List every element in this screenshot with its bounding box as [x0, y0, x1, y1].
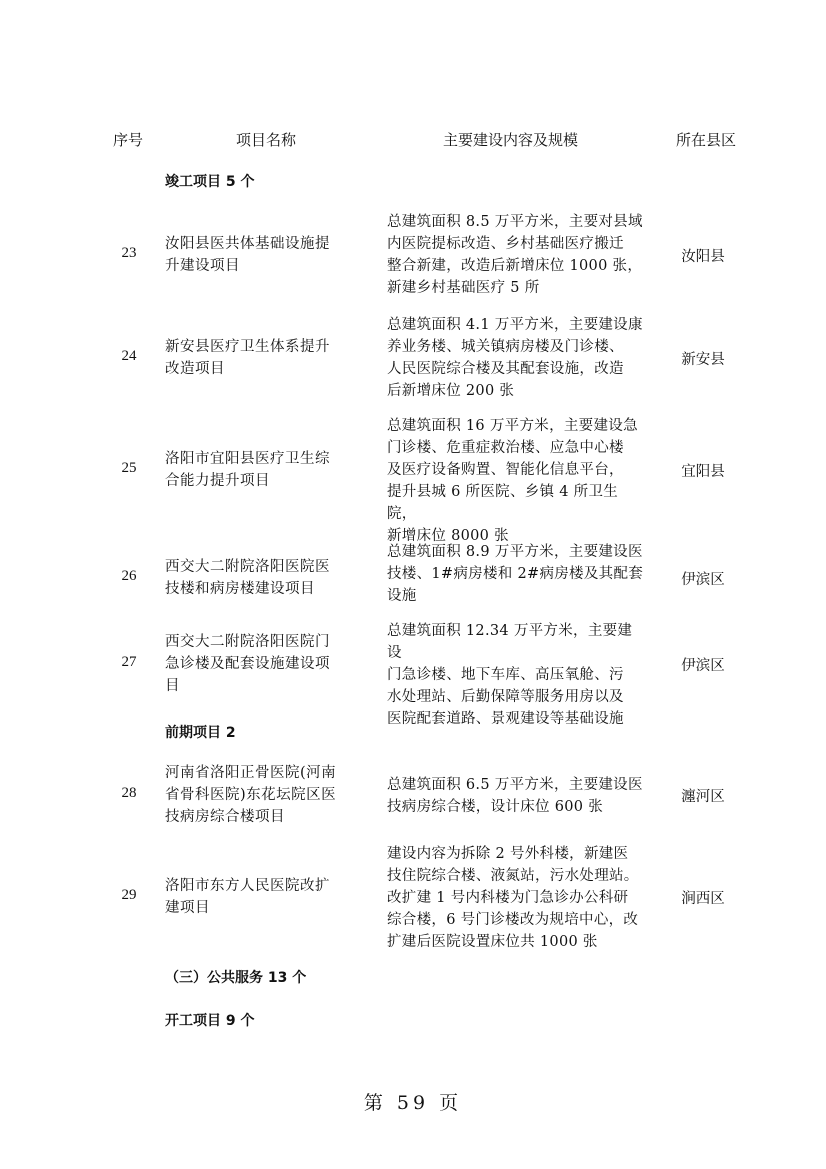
row-number: 25 [121, 460, 137, 476]
project-content: 总建筑面积 12.34 万平方米，主要建设 门急诊楼、地下车库、高压氧舱、污 水处理站、后勤保障等服务用房以及 医院配套道路、景观建设等基础设施 [387, 623, 633, 727]
project-name: 西交大二附院洛阳医院医 技楼和病房楼建设项目 [165, 559, 330, 597]
project-name: 河南省洛阳正骨医院(河南 省骨科医院)东花坛院区医 技病房综合楼项目 [165, 765, 337, 825]
section-public-services: （三）公共服务 13 个 [165, 970, 307, 986]
project-county: 瀍河区 [681, 789, 725, 805]
header-county: 所在县区 [676, 131, 737, 149]
row-number: 23 [121, 245, 137, 261]
row-number: 26 [121, 568, 137, 584]
section-preliminary-projects: 前期项目 2 [165, 725, 236, 741]
section-started-projects: 开工项目 9 个 [165, 1013, 255, 1029]
project-county: 伊滨区 [681, 658, 725, 674]
project-name: 汝阳县医共体基础设施提 升建设项目 [165, 236, 330, 274]
header-content-scale: 主要建设内容及规模 [443, 131, 579, 149]
project-name: 洛阳市宜阳县医疗卫生综 合能力提升项目 [165, 451, 330, 489]
project-county: 汝阳县 [681, 249, 725, 265]
project-name: 新安县医疗卫生体系提升 改造项目 [165, 339, 330, 377]
row-number: 24 [121, 348, 137, 364]
row-number: 28 [121, 785, 137, 801]
project-content: 总建筑面积 8.5 万平方米，主要对县域 内医院提标改造、乡村基础医疗搬迁 整合新建，改造后新增床位 1000 张， 新建乡村基础医疗 5 所 [387, 214, 643, 296]
project-county: 宜阳县 [681, 464, 725, 480]
project-content: 建设内容为拆除 2 号外科楼，新建医 技住院综合楼、液氮站，污水处理站。 改扩建 1 号内科楼为门急诊办公科研 综合楼，6 号门诊楼改为规培中心，改 扩建后医院设置床位共 1000 张 [387, 846, 639, 950]
project-content: 总建筑面积 16 万平方米，主要建设急 门诊楼、危重症救治楼、应急中心楼 及医疗设备购置、智能化信息平台， 提升县城 6 所医院、乡镇 4 所卫生院， 新增床位 8000 张 [387, 418, 638, 544]
page-number: 第 59 页 [363, 1092, 463, 1114]
project-county: 新安县 [681, 352, 725, 368]
header-project-name: 项目名称 [236, 131, 297, 149]
project-name: 洛阳市东方人民医院改扩 建项目 [165, 878, 330, 916]
row-number: 27 [121, 654, 137, 670]
section-completed-projects: 竣工项目 5 个 [165, 174, 255, 190]
project-county: 涧西区 [681, 891, 725, 907]
project-county: 伊滨区 [681, 572, 725, 588]
project-name: 西交大二附院洛阳医院门 急诊楼及配套设施建设项 目 [165, 634, 330, 694]
row-number: 29 [121, 887, 137, 903]
project-content: 总建筑面积 8.9 万平方米，主要建设医 技楼、1#病房楼和 2#病房楼及其配套 设施 [387, 544, 644, 604]
project-content: 总建筑面积 4.1 万平方米，主要建设康 养业务楼、城关镇病房楼及门诊楼、 人民医院综合楼及其配套设施，改造 后新增床位 200 张 [387, 317, 643, 399]
project-content: 总建筑面积 6.5 万平方米，主要建设医 技病房综合楼，设计床位 600 张 [387, 777, 643, 815]
header-no: 序号 [113, 131, 144, 149]
